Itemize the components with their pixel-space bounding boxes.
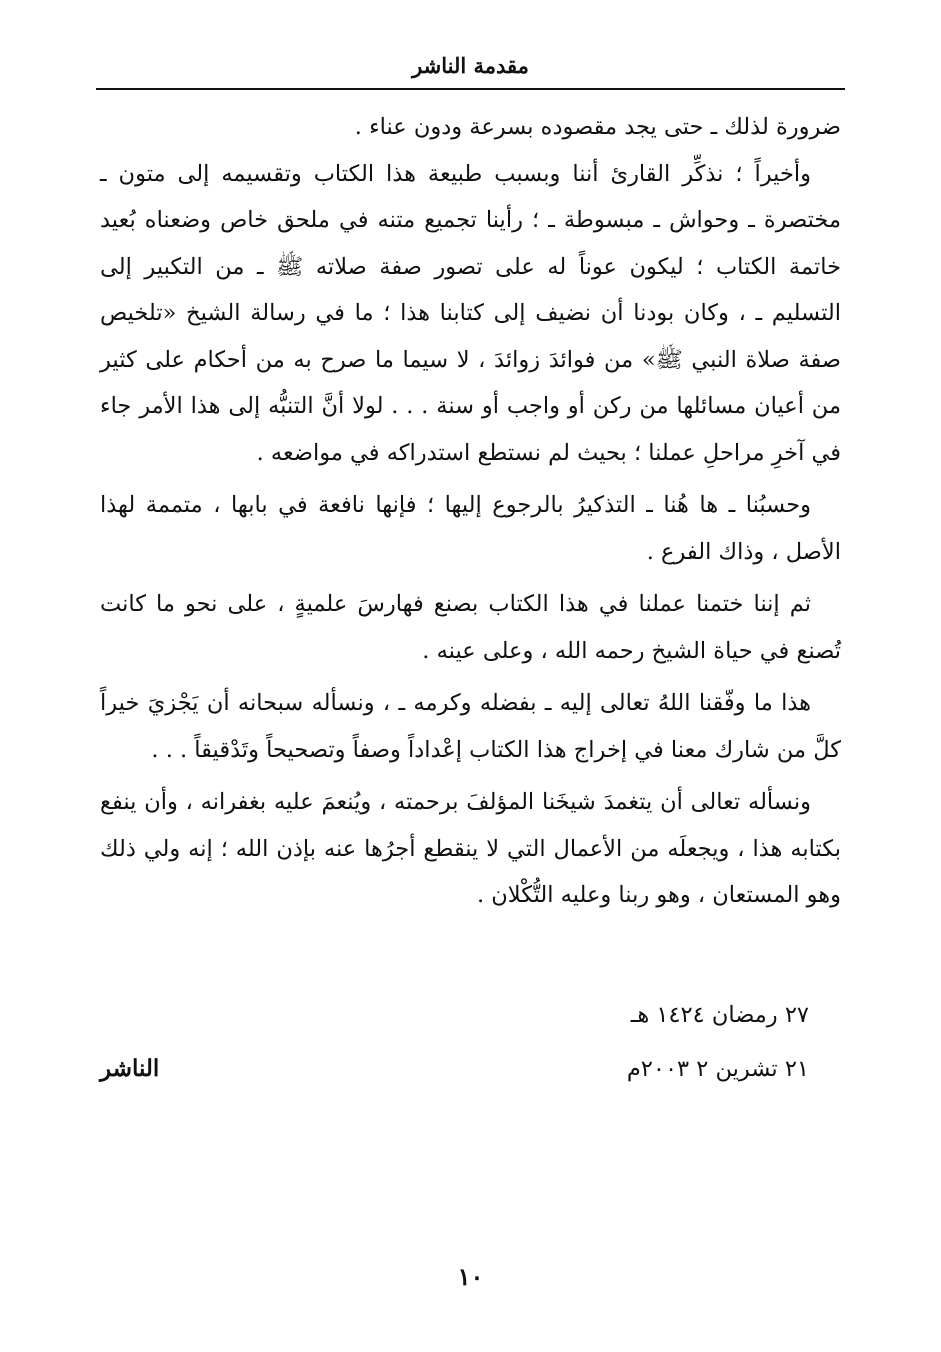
hijri-date-line [100, 988, 809, 1042]
publisher-signature: الناشر [100, 1055, 160, 1082]
paragraph-2: وأخيراً ؛ نذكِّر القارئ أننا وبسبب طبيعة هذا الكتاب وتقسيمه إلى متون ـ مختصرة ـ وحواش ـ مبسوطة ـ ؛ رأينا تجميع متنه في ملحق خاص وضعناه بُعيد خاتمة الكتاب ؛ ليكون عوناً له على تصور صفة صلاته ﷺ ـ من التكبير إلى التسليم ـ ، وكان بودنا أن نضيف إلى كتابنا هذا ؛ ما في رسالة الشيخ «تلخيص صفة صلاة النبي ﷺ» من فوائدَ زوائدَ ، لا سيما ما صرح به من أحكام على كثير من أعيان مسائلها من ركن أو واجب أو سنة . . . لولا أنَّ التنبُّه إلى هذا الأمر جاء في آخرِ مراحلِ عملنا ؛ بحيث لم نستطع استدراكه في مواضعه . [100, 160, 841, 466]
page-header-title: مقدمة الناشر [412, 53, 529, 78]
paragraph-4: ثم إننا ختمنا عملنا في هذا الكتاب بصنع فهارسَ علميةٍ ، على نحو ما كانت تُصنع في حياة الشيخ رحمه الله ، وعلى عينه . [100, 591, 841, 664]
paragraph-6: ونسأله تعالى أن يتغمدَ شيخَنا المؤلفَ برحمته ، ويُنعمَ عليه بغفرانه ، وأن ينفع بكتابه هذا ، ويجعلَه من الأعمال التي لا ينقطع أجرُها عنه بإذن الله ؛ إنه ولي ذلك وهو المستعان ، وهو ربنا وعليه التُّكْلان . [100, 789, 841, 908]
paragraph-5: هذا ما وفّقنا اللهُ تعالى إليه ـ بفضله وكرمه ـ ، ونسأله سبحانه أن يَجْزيَ خيراً كلَّ من شارك معنا في إخراج هذا الكتاب إعْداداً وصفاً وتصحيحاً وتَدْقيقاً . . . [100, 690, 841, 763]
page-number: ١٠ [457, 1262, 484, 1291]
gregorian-date-line [100, 1042, 809, 1096]
gregorian-date: ٢١ تشرين ٢ ٢٠٠٣م [626, 1056, 809, 1082]
closing-block [100, 988, 809, 1096]
header-rule [96, 88, 845, 90]
paragraph-1: ضرورة لذلك ـ حتى يجد مقصوده بسرعة ودون عناء . [354, 114, 841, 140]
hijri-date: ٢٧ رمضان ١٤٢٤ هـ [630, 1002, 809, 1028]
paragraph-3: وحسبُنا ـ ها هُنا ـ التذكيرُ بالرجوع إليها ؛ فإنها نافعة في بابها ، متممة لهذا الأصل ، وذاك الفرع . [100, 492, 841, 565]
body-text [100, 104, 841, 919]
